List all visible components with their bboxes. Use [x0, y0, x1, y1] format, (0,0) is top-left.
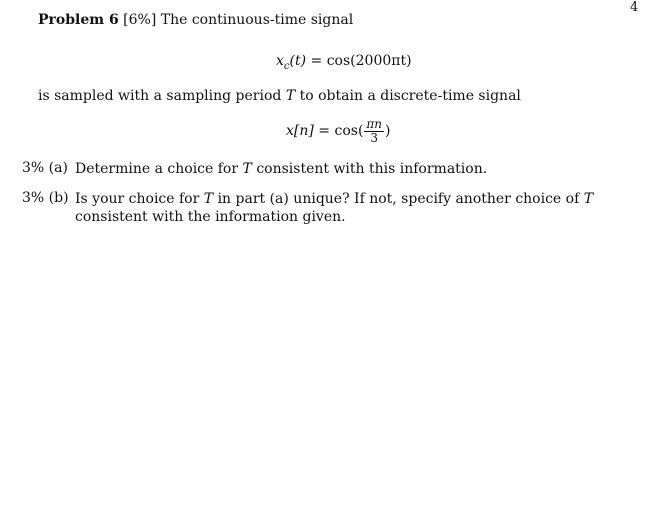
eq2-numerator: πn: [366, 117, 383, 131]
part-b-text: [75, 190, 652, 226]
part-b-label: 3% (b): [22, 190, 69, 206]
eq2-denominator: 3: [370, 130, 379, 145]
eq2-func: cos(: [334, 123, 364, 140]
part-b: [22, 190, 652, 226]
eq1-lhs-var: x: [276, 53, 284, 69]
eq1-equals: =: [310, 53, 323, 69]
part-a-var: T: [242, 161, 252, 177]
problem-title: Problem 6: [38, 12, 119, 28]
page-number: 4: [630, 0, 639, 15]
eq1-lhs-sub: c: [283, 60, 290, 72]
part-b-text-after: in part (a) unique? If not, specify another choice of: [217, 191, 580, 207]
eq1-lhs-arg: (t): [289, 53, 307, 69]
part-a-text-before: Determine a choice for: [75, 161, 239, 177]
eq2-equals: =: [318, 123, 331, 140]
eq2-fraction: [364, 118, 384, 144]
sampling-sentence: [38, 88, 521, 104]
problem-heading: [38, 12, 353, 28]
eq2-lhs: x[n]: [286, 123, 314, 140]
eq2-close: ): [385, 123, 391, 140]
equation-continuous-signal: [276, 53, 412, 72]
part-b-var2: T: [583, 191, 594, 207]
sentence-before: is sampled with a sampling period: [38, 88, 282, 104]
part-a-text: [75, 160, 652, 178]
part-b-text-before: Is your choice for: [75, 191, 200, 207]
part-b-text-after2: consistent with the information given.: [75, 209, 346, 225]
equation-discrete-signal: [286, 118, 391, 144]
problem-weight: [6%]: [123, 12, 157, 28]
eq1-rhs: cos(2000πt): [326, 53, 412, 69]
part-b-var: T: [203, 191, 214, 207]
part-a-text-after: consistent with this information.: [256, 161, 488, 177]
sentence-var: T: [285, 88, 296, 104]
part-a: [22, 160, 652, 178]
sentence-after: to obtain a discrete-time signal: [299, 88, 521, 104]
part-a-label: 3% (a): [22, 160, 68, 176]
problem-intro: The continuous-time signal: [160, 12, 354, 28]
